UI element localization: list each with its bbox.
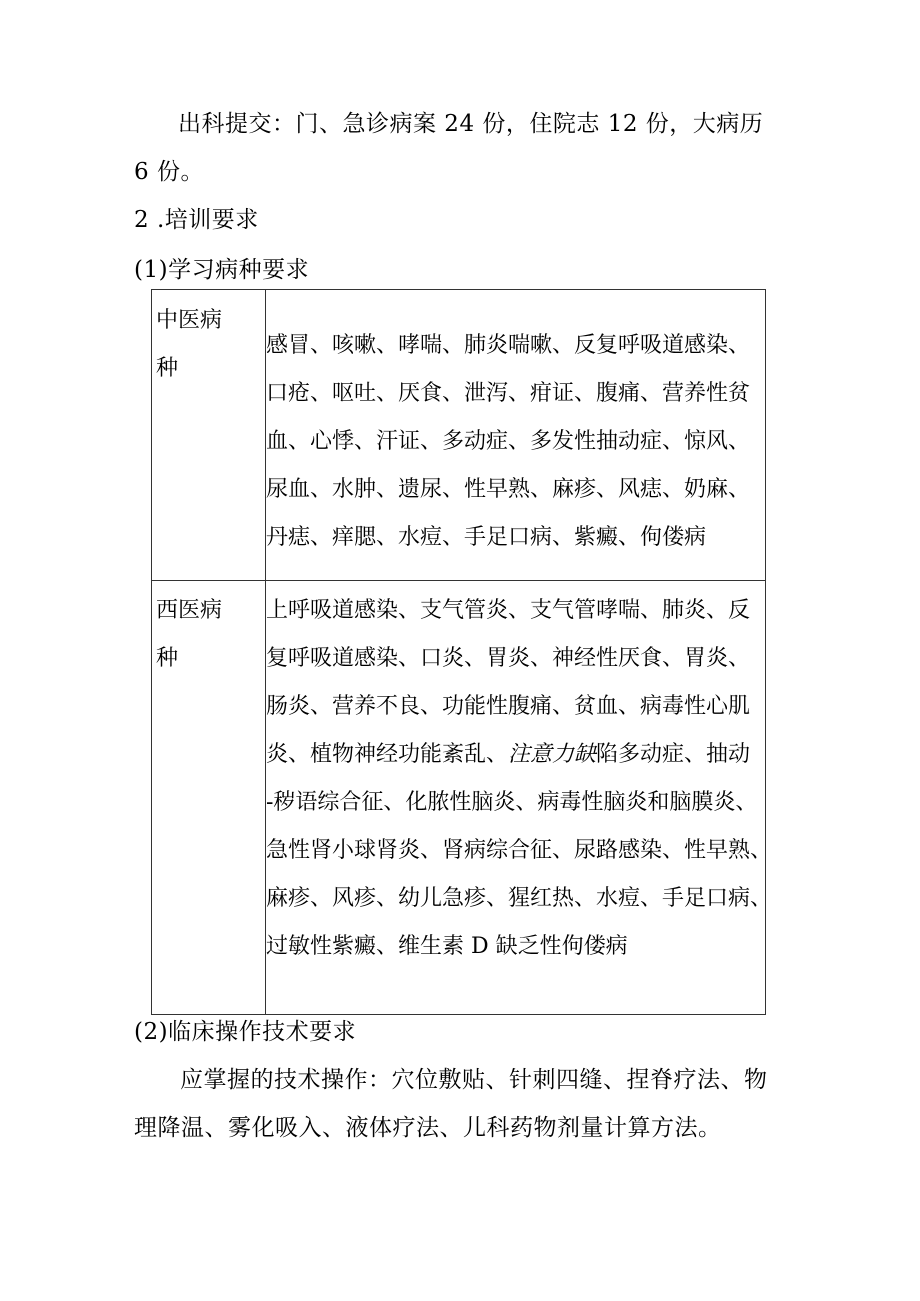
tcm-disease-label-line-2: 种 <box>156 356 179 381</box>
tcm-disease-line: 丹痣、痒腮、水痘、手足口病、紫癜、佝偻病 <box>266 525 707 550</box>
table-row-divider <box>152 580 765 581</box>
training-requirements-heading: 2 .培训要求 <box>134 207 259 233</box>
disease-requirements-heading: (1)学习病种要求 <box>134 257 310 283</box>
tcm-disease-label <box>156 297 256 393</box>
western-disease-line: 麻疹、风疹、幼儿急疹、猩红热、水痘、手足口病、 <box>266 886 773 911</box>
western-disease-text: 炎、植物神经功能紊乱、 <box>266 742 509 767</box>
tcm-disease-label-line-1: 中医病 <box>156 308 223 333</box>
skills-paragraph-line-1: 应掌握的技术操作：穴位敷贴、针刺四缝、捏脊疗法、物 <box>180 1067 768 1093</box>
western-disease-line: -秽语综合征、化脓性脑炎、病毒性脑炎和脑膜炎、 <box>266 790 758 815</box>
tcm-disease-line: 口疮、呕吐、厌食、泄泻、疳证、腹痛、营养性贫 <box>266 381 751 406</box>
clinical-skills-heading: (2)临床操作技术要求 <box>134 1019 357 1045</box>
tcm-disease-line: 血、心悸、汗证、多动症、多发性抽动症、惊风、 <box>266 429 751 454</box>
western-disease-list <box>266 587 773 971</box>
western-disease-line: 上呼吸道感染、支气管炎、支气管哮喘、肺炎、反 <box>266 598 751 623</box>
tcm-disease-line: 尿血、水肿、遗尿、性早熟、麻疹、风痣、奶麻、 <box>266 477 751 502</box>
western-disease-line: 肠炎、营养不良、功能性腹痛、贫血、病毒性心肌 <box>266 694 751 719</box>
skills-paragraph-line-2: 理降温、雾化吸入、液体疗法、儿科药物剂量计算方法。 <box>134 1115 722 1141</box>
western-disease-line-mixed <box>266 731 766 779</box>
western-disease-line: 过敏性紫癜、维生素 D 缺乏性佝偻病 <box>266 934 628 959</box>
tcm-disease-line: 感冒、咳嗽、哮喘、肺炎喘嗽、反复呼吸道感染、 <box>266 333 751 358</box>
western-disease-label-line-2: 种 <box>156 646 179 671</box>
tcm-disease-list <box>266 322 766 562</box>
western-disease-italic-text: 注意力缺 <box>508 742 597 767</box>
western-disease-label <box>156 587 256 683</box>
western-disease-line: 急性肾小球肾炎、肾病综合征、尿路感染、性早熟、 <box>266 838 773 863</box>
submit-paragraph-line-1: 出科提交：门、急诊病案 24 份，住院志 12 份，大病历 <box>178 111 764 137</box>
disease-table <box>151 289 773 1015</box>
western-disease-text: 陷多动症、抽动 <box>596 742 751 767</box>
western-disease-label-line-1: 西医病 <box>156 598 223 623</box>
submit-paragraph-line-2: 6 份。 <box>134 159 204 185</box>
western-disease-line: 复呼吸道感染、口炎、胃炎、神经性厌食、胃炎、 <box>266 646 751 671</box>
